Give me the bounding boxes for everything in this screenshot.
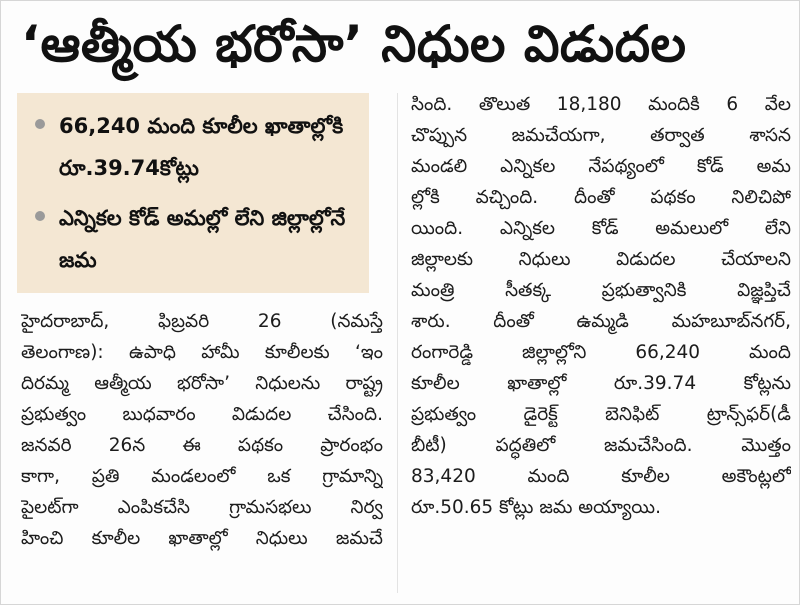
article-line: జనవరి 26న ఈ పథకం ప్రారంభం	[21, 435, 383, 456]
article-line: హించి కూలీల ఖాతాల్లో నిధులు జమచే	[21, 528, 383, 549]
article-line: రంగారెడ్డి జిల్లాల్లోని 66,240 మంది	[411, 342, 791, 363]
article-line: యింది. ఎన్నికల కోడ్ అమలులో లేని	[411, 218, 791, 239]
article-line: దిరమ్మ ఆత్మీయ భరోసా’ నిధులను రాష్ట్ర	[21, 373, 383, 394]
article-line: హైదరాబాద్, ఫిబ్రవరి 26 (నమస్తే	[21, 311, 383, 332]
article-line: తెలంగాణ): ఉపాధి హామీ కూలీలకు ‘ఇం	[21, 342, 383, 363]
article-line: మంత్రి సీతక్క ప్రభుత్వానికి విజ్ఞప్తిచే	[411, 280, 791, 301]
article-line: కాగా, ప్రతి మండలంలో ఒక గ్రామాన్ని	[21, 466, 383, 487]
article-column-left	[21, 306, 383, 554]
column-divider	[397, 93, 398, 593]
article-line: కూలీల ఖాతాల్లో రూ.39.74 కోట్లను	[411, 373, 791, 394]
highlights-box	[17, 93, 369, 293]
article-line: 83,420 మంది కూలీల అకౌంట్లలో	[411, 466, 791, 487]
article-line: ల్లోకి వచ్చింది. దీంతో పథకం నిలిచిపో	[411, 187, 791, 208]
article-line: పైలట్‌గా ఎంపికచేసి గ్రామసభలు నిర్వ	[21, 497, 383, 518]
article-line: శారు. దీంతో ఉమ్మడి మహబూబ్‌నగర్,	[411, 311, 791, 332]
bullet-icon	[35, 211, 45, 221]
article-line: సింది. తొలుత 18,180 మందికి 6 వేల	[411, 94, 791, 115]
article-line: ప్రభుత్వం బుధవారం విడుదల చేసింది.	[21, 404, 383, 425]
bullet-icon	[35, 119, 45, 129]
article-line: బీటీ) పద్ధతిలో జమచేసింది. మొత్తం	[411, 435, 791, 456]
highlight-item	[35, 105, 355, 189]
article-line: మండలి ఎన్నికల నేపథ్యంలో కోడ్ అమ	[411, 156, 791, 177]
article-line: ప్రభుత్వం డైరెక్ట్ బెనిఫిట్ ట్రాన్స్‌ఫర్(డీ	[411, 404, 791, 425]
article-column-right	[411, 89, 791, 523]
article-line: రూ.50.65 కోట్లు జమ అయ్యాయి.	[411, 497, 661, 518]
article-line: చొప్పున జమచేయగా, తర్వాత శాసన	[411, 125, 791, 146]
article-line: జిల్లాలకు నిధులు విడుదల చేయాలని	[411, 249, 791, 270]
highlight-text: 66,240 మంది కూలీల ఖాతాల్లోకి రూ.39.74కోట్లు	[59, 114, 344, 180]
highlight-item	[35, 197, 355, 281]
headline: ‘ఆత్మీయ భరోసా’ నిధుల విడుదల	[21, 15, 687, 73]
highlight-text: ఎన్నికల కోడ్ అమల్లో లేని జిల్లాల్లోనే జమ	[59, 206, 346, 272]
